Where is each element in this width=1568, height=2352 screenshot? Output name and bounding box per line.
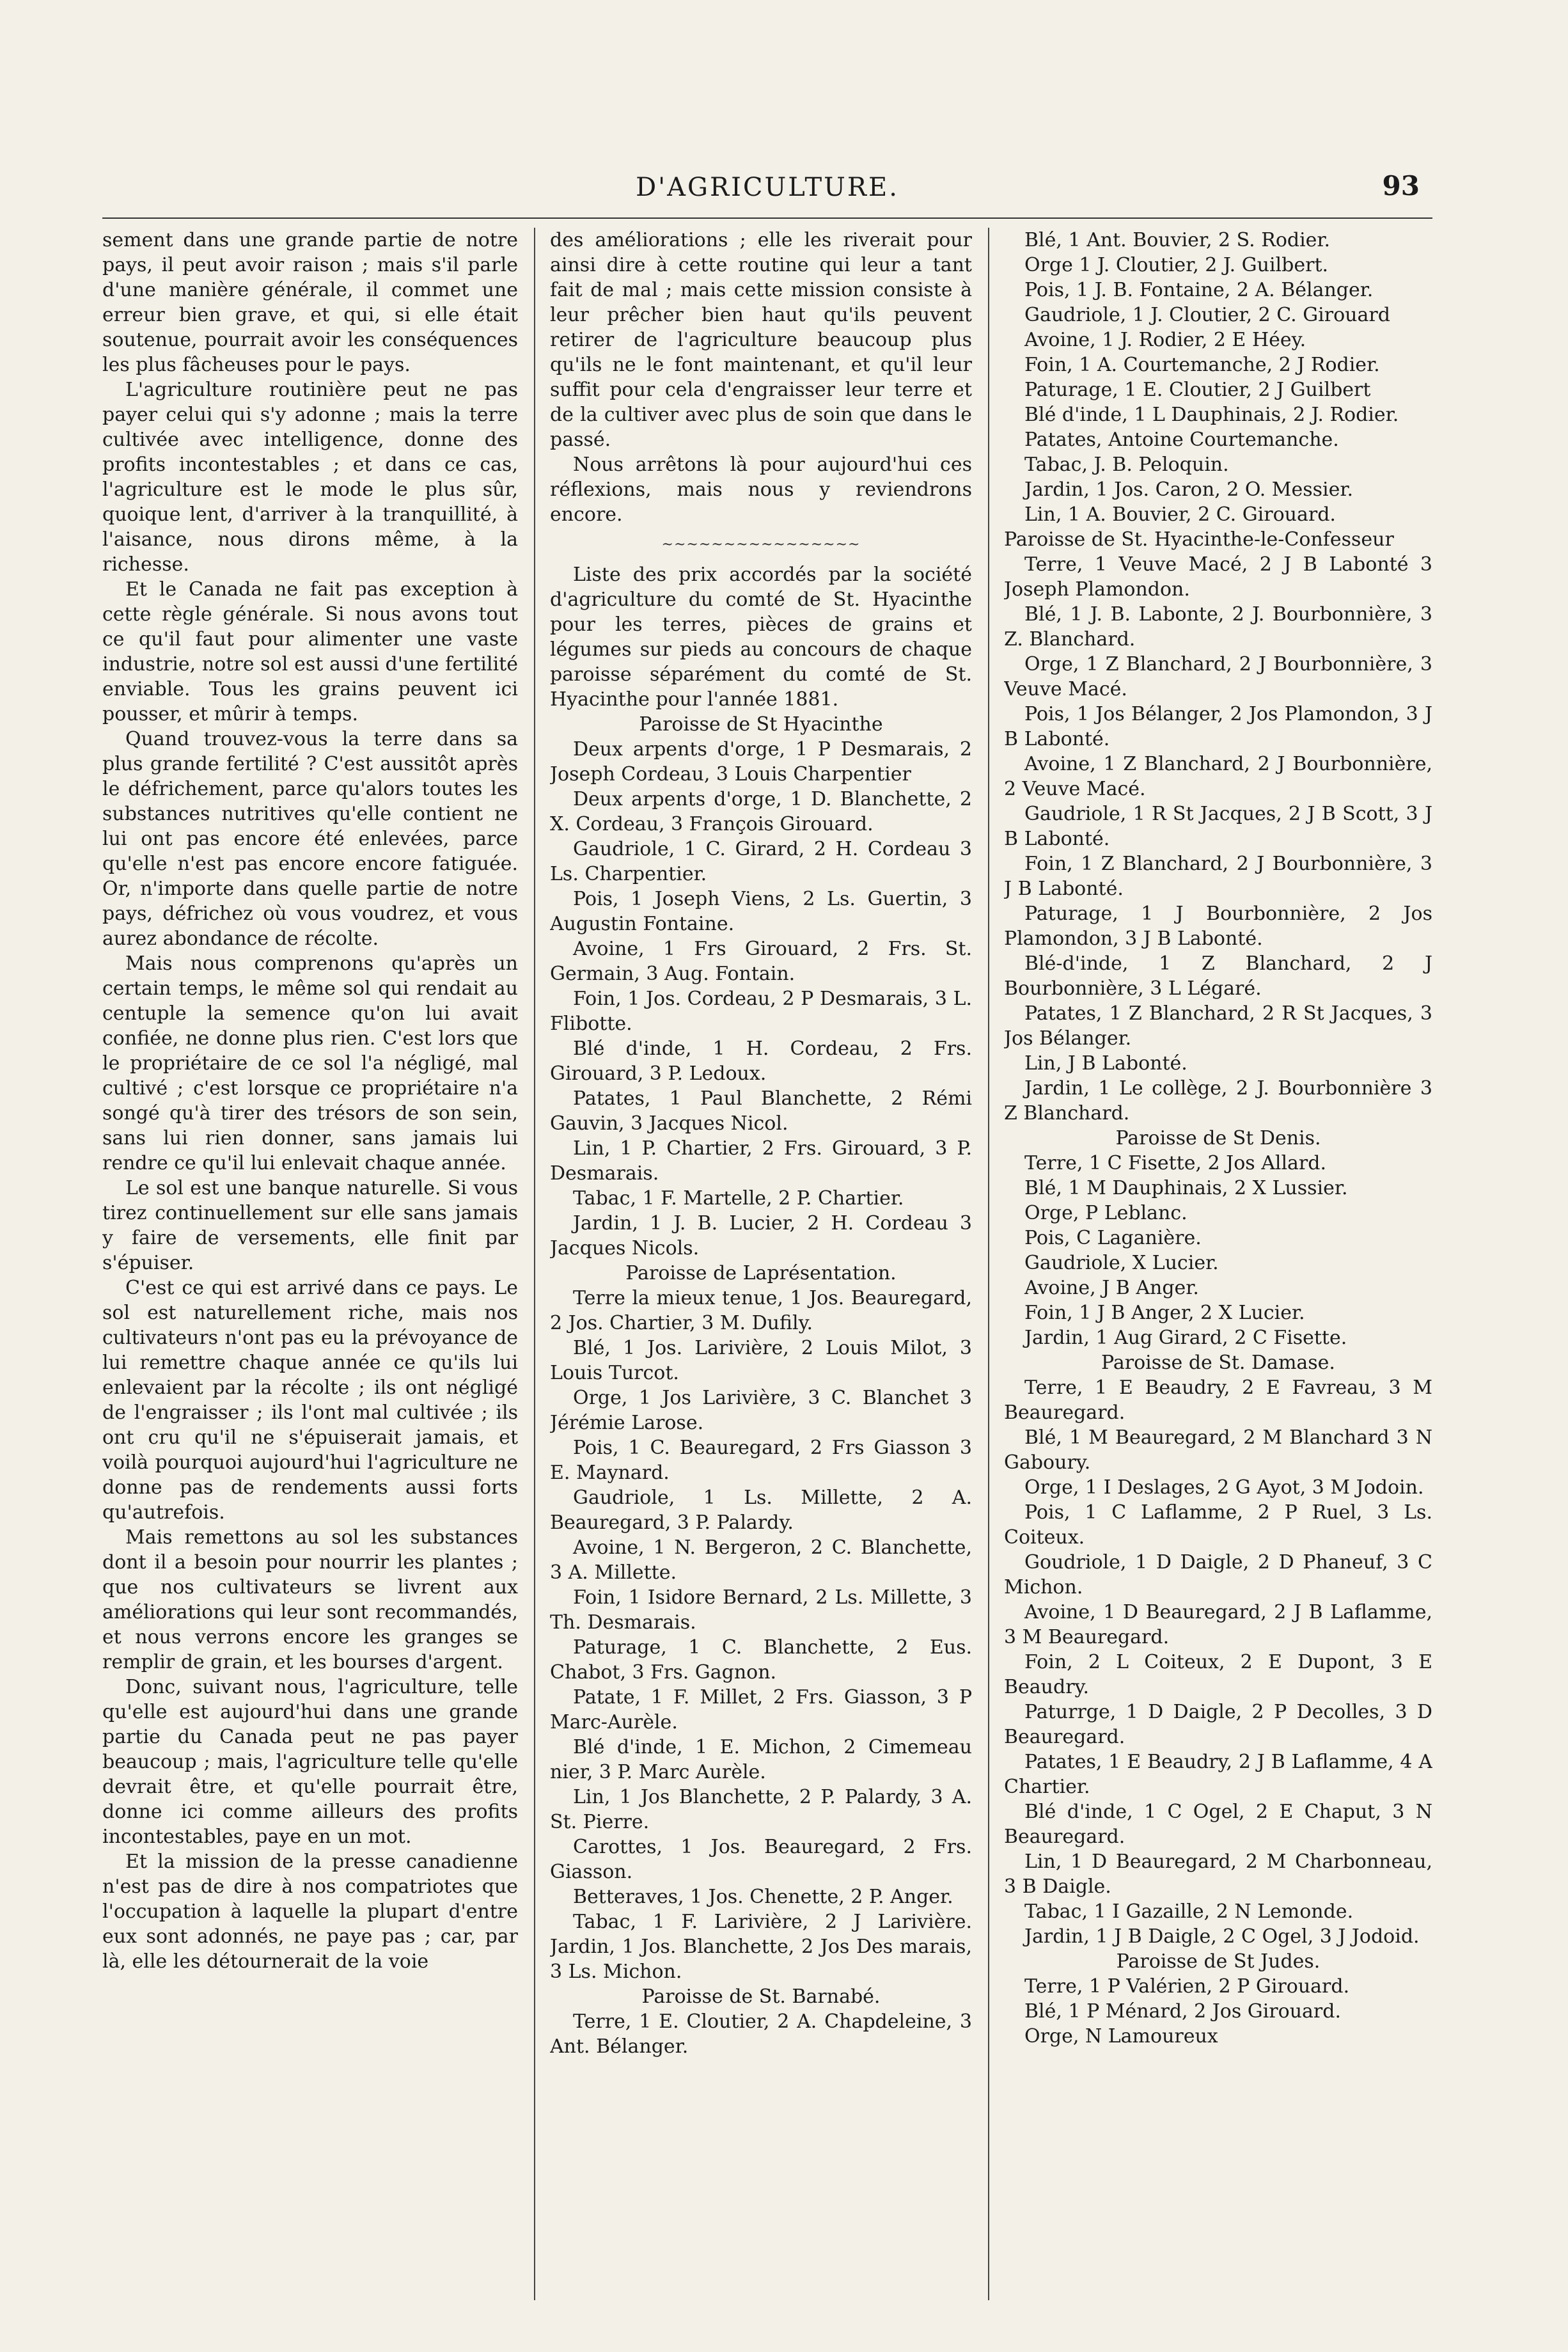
paragraph: Blé d'inde, 1 H. Cordeau, 2 Frs. Girouard, 3 P. Ledoux. [550,1038,972,1085]
paragraph: Tabac, 1 F. Martelle, 2 P. Chartier. [573,1187,904,1210]
paragraph: Jardin, 1 Le collège, 2 J. Bourbonnière 3 Z Blanchard. [1004,1077,1432,1125]
paragraph: Avoine, 1 D Beauregard, 2 J B Laflamme, 3 M Beauregard. [1004,1601,1432,1648]
section-heading: Paroisse de St Denis. [1115,1127,1321,1149]
paragraph: Blé d'inde, 1 C Ogel, 2 E Chaput, 3 N Beauregard. [1004,1801,1432,1848]
section-heading: Paroisse de St. Barnabé. [641,1985,881,2008]
paragraph: Pois, 1 J. B. Fontaine, 2 A. Bélanger. [1024,279,1374,301]
paragraph: Pois, 1 Joseph Viens, 2 Ls. Guertin, 3 Augustin Fontaine. [550,888,972,935]
paragraph: Orge, N Lamoureux [1024,2025,1218,2048]
paragraph: Paturrge, 1 D Daigle, 2 P Decolles, 3 D Beauregard. [1004,1701,1432,1748]
paragraph: Blé, 1 Ant. Bouvier, 2 S. Rodier. [1024,229,1331,251]
paragraph: C'est ce qui est arrivé dans ce pays. Le sol est naturellement riche, mais nos cultivateurs n'ont pas eu la prévoyance de lui remettre chaque année ce qu'ils lui enlevaient par la récolte ; ils ont négligé de l'engraisser ; ils l'ont mal cultivée ; ils ont cru qu'il ne s'épuiserait jamais, et voilà pourquoi aujourd'hui l'agriculture ne donne pas de rendements aussi forts qu'autrefois. [102,1277,518,1524]
paragraph: Donc, suivant nous, l'agriculture, telle qu'elle est aujourd'hui dans une grande partie du Canada peut ne pas payer beaucoup ; mais, l'agriculture telle qu'elle devrait être, et qu'elle pourrait être, donne ici comme ailleurs des profits incontestables, paye en un mot. [102,1676,518,1848]
section-heading: Paroisse de St Hyacinthe [639,713,883,736]
paragraph: Orge, 1 Jos Larivière, 3 C. Blanchet 3 Jérémie Larose. [550,1387,972,1434]
paragraph: Orge 1 J. Cloutier, 2 J. Guilbert. [1024,254,1329,276]
column-left [102,228,518,2300]
paragraph: Patates, 1 Z Blanchard, 2 R St Jacques, 3 Jos Bélanger. [1004,1002,1432,1050]
paragraph: Jardin, 1 Jos. Caron, 2 O. Messier. [1024,478,1353,501]
paragraph: Mais nous comprenons qu'après un certain temps, le même sol qui rendait au centuple la semence qu'on lui avait confiée, ne donne plus rien. C'est lors que le propriétaire de ce sol l'a négligé, mal cultivé ; c'est lorsque ce propriétaire n'a songé qu'à tirer des trésors de son sein, sans lui rien donner, sans jamais lui rendre ce qu'il lui enlevait chaque année. [102,952,518,1174]
paragraph: Et la mission de la presse canadienne n'est pas de dire à nos compatriotes que l'occupation à laquelle la plupart d'entre eux sont adonnés, ne paye pas ; car, par là, elle les détournerait de la voie [102,1851,518,1973]
column-divider [988,228,989,2300]
paragraph: Lin, 1 P. Chartier, 2 Frs. Girouard, 3 P. Desmarais. [550,1137,972,1185]
running-title: D'AGRICULTURE. [636,173,899,202]
paragraph: des améliorations ; elle les riverait pour ainsi dire à cette routine qui leur a tant fait de mal ; mais cette mission consiste à leur prêcher bien haut qu'ils peuvent retirer de l'agriculture beaucoup plus qu'ils ne le font maintenant, et qu'il leur suffit pour cela d'engraisser leur terre et de la cultiver avec plus de soin que dans le passé. [550,229,972,451]
paragraph: Patates, 1 Paul Blanchette, 2 Rémi Gauvin, 3 Jacques Nicol. [550,1087,972,1135]
paragraph: Blé d'inde, 1 E. Michon, 2 Cimemeau nier, 3 P. Marc Aurèle. [550,1736,972,1783]
paragraph: Liste des prix accordés par la société d'agriculture du comté de St. Hyacinthe pour les terres, pièces de grains et légumes sur pieds au concours de chaque paroisse séparément du comté de St. Hyacinthe pour l'année 1881. [550,564,972,711]
paragraph: Jardin, 1 J B Daigle, 2 C Ogel, 3 J Jodoid. [1024,1925,1420,1948]
paragraph: Blé d'inde, 1 L Dauphinais, 2 J. Rodier. [1024,404,1399,426]
paragraph: Gaudriole, 1 C. Girard, 2 H. Cordeau 3 Ls. Charpentier. [550,838,972,885]
paragraph: Avoine, 1 N. Bergeron, 2 C. Blanchette, 3 A. Millette. [550,1536,972,1584]
paragraph: Le sol est une banque naturelle. Si vous tirez continuellement sur elle sans jamais y faire de versements, elle finit par s'épuiser. [102,1177,518,1274]
newspaper-page [102,166,1432,2303]
paragraph: Betteraves, 1 Jos. Chenette, 2 P. Anger. [573,1886,953,1908]
paragraph: Orge, 1 Z Blanchard, 2 J Bourbonnière, 3 Veuve Macé. [1004,653,1432,700]
column-divider [534,228,535,2300]
paragraph: Blé, 1 J. B. Labonte, 2 J. Bourbonnière, 3 Z. Blanchard. [1004,603,1432,651]
section-heading: Paroisse de St Judes. [1116,1950,1321,1973]
paragraph: L'agriculture routinière peut ne pas payer celui qui s'y adonne ; mais la terre cultivée avec intelligence, donne des profits incontestables ; et dans ce cas, l'agriculture est le mode le plus sûr, quoique lent, d'arriver à la tranquillité, à l'aisance, nous dirons même, à la richesse. [102,379,518,576]
paragraph: Patates, Antoine Courtemanche. [1024,429,1339,451]
paragraph: Gaudriole, 1 Ls. Millette, 2 A. Beauregard, 3 P. Palardy. [550,1487,972,1534]
paragraph: Lin, 1 A. Bouvier, 2 C. Girouard. [1024,503,1336,526]
paragraph: Foin, 1 Isidore Bernard, 2 Ls. Millette, 3 Th. Desmarais. [550,1586,972,1634]
paragraph: Orge, 1 I Deslages, 2 G Ayot, 3 M Jodoin. [1024,1476,1424,1499]
paragraph: Jardin, 1 J. B. Lucier, 2 H. Cordeau 3 Jacques Nicols. [550,1212,972,1259]
paragraph: Jardin, 1 Aug Girard, 2 C Fisette. [1024,1327,1347,1349]
paragraph: Tabac, 1 F. Larivière, 2 J Larivière. Jardin, 1 Jos. Blanchette, 2 Jos Des marais, 3 Ls. Michon. [550,1911,972,1983]
paragraph: Goudriole, 1 D Daigle, 2 D Phaneuf, 3 C Michon. [1004,1551,1432,1598]
paragraph: Quand trouvez-vous la terre dans sa plus grande fertilité ? C'est aussitôt après le défrichement, parce qu'alors toutes les substances nutritives qu'elle contient ne lui ont pas encore été enlevées, parce qu'elle n'est pas encore encore fatiguée. Or, n'importe dans quelle partie de notre pays, défrichez où vous voudrez, et vous aurez abondance de récolte. [102,728,518,950]
paragraph: Terre, 1 E Beaudry, 2 E Favreau, 3 M Beauregard. [1004,1377,1432,1424]
column-right [1004,228,1432,2300]
paragraph: Gaudriole, 1 R St Jacques, 2 J B Scott, 3 J B Labonté. [1004,803,1432,850]
paragraph: Terre, 1 C Fisette, 2 Jos Allard. [1024,1152,1327,1174]
page-number: 93 [1382,170,1420,201]
page-header [102,166,1432,219]
paragraph: Terre, 1 E. Cloutier, 2 A. Chapdeleine, 3 Ant. Bélanger. [550,2010,972,2058]
paragraph: Foin, 1 J B Anger, 2 X Lucier. [1024,1302,1305,1324]
paragraph: Carottes, 1 Jos. Beauregard, 2 Frs. Giasson. [550,1836,972,1883]
paragraph: Paturage, 1 E. Cloutier, 2 J Guilbert [1024,379,1371,401]
paragraph: Lin, J B Labonté. [1024,1052,1188,1075]
paragraph: Et le Canada ne fait pas exception à cette règle générale. Si nous avons tout ce qu'il faut pour alimenter une vaste industrie, notre sol est aussi d'une fertilité enviable. Tous les grains peuvent ici pousser, et mûrir à temps. [102,578,518,725]
paragraph: Blé, 1 M Dauphinais, 2 X Lussier. [1024,1177,1348,1199]
paragraph: Nous arrêtons là pour aujourd'hui ces réflexions, mais nous y reviendrons encore. [550,454,972,526]
paragraph: Avoine, 1 Z Blanchard, 2 J Bourbonnière, 2 Veuve Macé. [1004,753,1432,800]
paragraph: Pois, 1 Jos Bélanger, 2 Jos Plamondon, 3 J B Labonté. [1004,703,1432,750]
paragraph: Orge, P Leblanc. [1024,1202,1188,1224]
paragraph: Blé, 1 M Beauregard, 2 M Blanchard 3 N Gaboury. [1004,1426,1432,1474]
column-middle [550,228,972,2300]
paragraph: Patates, 1 E Beaudry, 2 J B Laflamme, 4 A Chartier. [1004,1751,1432,1798]
section-heading: Paroisse de Laprésentation. [625,1262,897,1284]
paragraph: Pois, 1 C Laflamme, 2 P Ruel, 3 Ls. Coiteux. [1004,1501,1432,1549]
text-columns [102,228,1432,2300]
paragraph: Foin, 1 Z Blanchard, 2 J Bourbonnière, 3 J B Labonté. [1004,853,1432,900]
paragraph: Blé, 1 P Ménard, 2 Jos Girouard. [1024,2000,1341,2023]
paragraph: Gaudriole, 1 J. Cloutier, 2 C. Girouard [1024,304,1390,326]
paragraph: Deux arpents d'orge, 1 P Desmarais, 2 Joseph Cordeau, 3 Louis Charpentier [550,738,972,785]
paragraph: Avoine, 1 Frs Girouard, 2 Frs. St. Germain, 3 Aug. Fontain. [550,938,972,985]
paragraph: Blé, 1 Jos. Larivière, 2 Louis Milot, 3 Louis Turcot. [550,1337,972,1384]
paragraph: Terre, 1 Veuve Macé, 2 J B Labonté 3 Joseph Plamondon. [1004,553,1432,601]
paragraph: Pois, C Laganière. [1024,1227,1202,1249]
paragraph: Lin, 1 Jos Blanchette, 2 P. Palardy, 3 A. St. Pierre. [550,1786,972,1833]
section-heading: Paroisse de St. Damase. [1101,1352,1335,1374]
paragraph: Tabac, J. B. Peloquin. [1024,454,1229,476]
paragraph: Tabac, 1 I Gazaille, 2 N Lemonde. [1024,1900,1354,1923]
paragraph: Paturage, 1 J Bourbonnière, 2 Jos Plamondon, 3 J B Labonté. [1004,903,1432,950]
paragraph: Foin, 1 A. Courtemanche, 2 J Rodier. [1024,354,1380,376]
paragraph: Pois, 1 C. Beauregard, 2 Frs Giasson 3 E. Maynard. [550,1437,972,1484]
paragraph: Patate, 1 F. Millet, 2 Frs. Giasson, 3 P Marc-Aurèle. [550,1686,972,1733]
paragraph: Foin, 2 L Coiteux, 2 E Dupont, 3 E Beaudry. [1004,1651,1432,1698]
paragraph: Mais remettons au sol les substances dont il a besoin pour nourrir les plantes ; que nos cultivateurs se livrent aux améliorations qui leur sont recommandés, et nous verrons encore les granges se remplir de grain, et les bourses d'argent. [102,1526,518,1673]
paragraph: Avoine, J B Anger. [1024,1277,1199,1299]
paragraph: Deux arpents d'orge, 1 D. Blanchette, 2 X. Cordeau, 3 François Girouard. [550,788,972,835]
ornament-divider: ~~~~~~~~~~~~~~~~ [661,537,861,553]
paragraph: Gaudriole, X Lucier. [1024,1252,1219,1274]
paragraph: Blé-d'inde, 1 Z Blanchard, 2 J Bourbonnière, 3 L Légaré. [1004,952,1432,1000]
paragraph: Terre, 1 P Valérien, 2 P Girouard. [1024,1975,1350,1998]
paragraph: Paroisse de St. Hyacinthe-le-Confesseur [1004,528,1394,551]
paragraph: Foin, 1 Jos. Cordeau, 2 P Desmarais, 3 L. Flibotte. [550,988,972,1035]
paragraph: sement dans une grande partie de notre pays, il peut avoir raison ; mais s'il parle d'une manière générale, il commet une erreur bien grave, et qui, si elle était soutenue, pourrait avoir les conséquences les plus fâcheuses pour le pays. [102,229,518,376]
paragraph: Lin, 1 D Beauregard, 2 M Charbonneau, 3 B Daigle. [1004,1851,1432,1898]
paragraph: Paturage, 1 C. Blanchette, 2 Eus. Chabot, 3 Frs. Gagnon. [550,1636,972,1684]
paragraph: Terre la mieux tenue, 1 Jos. Beauregard, 2 Jos. Chartier, 3 M. Dufily. [550,1287,972,1334]
paragraph: Avoine, 1 J. Rodier, 2 E Héey. [1024,329,1306,351]
